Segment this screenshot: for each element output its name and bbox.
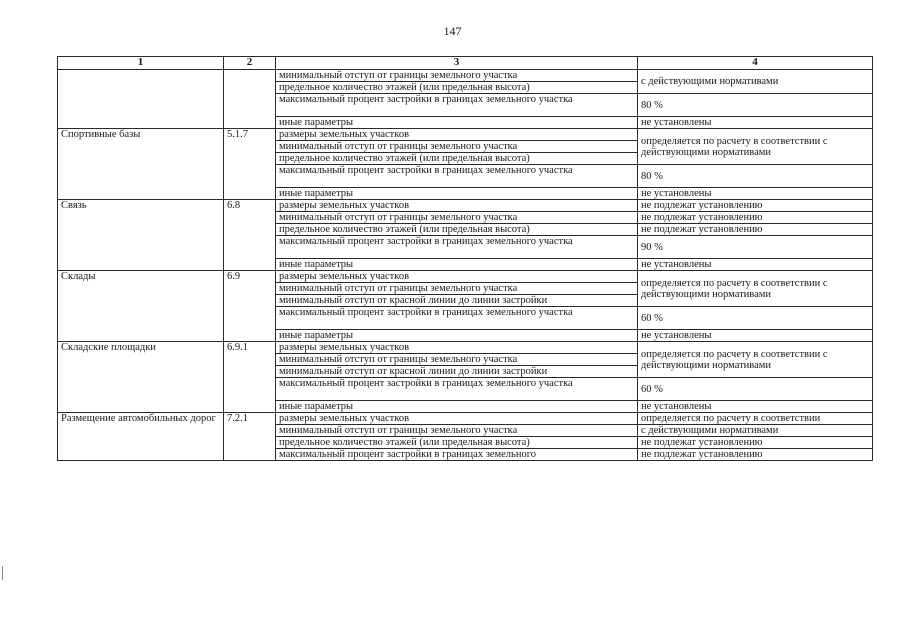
- page-number: 147: [443, 24, 462, 38]
- header-col-2: 2: [224, 57, 276, 70]
- value-cell: 60 %: [638, 378, 873, 401]
- land-use-name-cell: Связь: [58, 200, 224, 271]
- parameter-cell: максимальный процент застройки в границах земельного участка: [276, 378, 638, 401]
- value-cell: не установлены: [638, 330, 873, 342]
- parameter-cell: максимальный процент застройки в границах земельного участка: [276, 94, 638, 117]
- parameter-cell: минимальный отступ от границы земельного участка: [276, 425, 638, 437]
- parameter-cell: максимальный процент застройки в границах земельного участка: [276, 236, 638, 259]
- parameter-cell: предельное количество этажей (или предельная высота): [276, 82, 638, 94]
- parameter-cell: иные параметры: [276, 188, 638, 200]
- parameter-cell: минимальный отступ от границы земельного участка: [276, 70, 638, 82]
- value-cell: с действующими нормативами: [638, 425, 873, 437]
- value-cell: 80 %: [638, 165, 873, 188]
- parameter-cell: минимальный отступ от границы земельного участка: [276, 212, 638, 224]
- parameter-cell: размеры земельных участков: [276, 129, 638, 141]
- value-cell: не установлены: [638, 188, 873, 200]
- parameter-cell: размеры земельных участков: [276, 271, 638, 283]
- land-use-name-cell: Склады: [58, 271, 224, 342]
- value-cell: не подлежат установлению: [638, 449, 873, 461]
- land-use-name-cell: Размещение автомобильных дорог: [58, 413, 224, 461]
- parameter-cell: минимальный отступ от границы земельного участка: [276, 141, 638, 153]
- value-cell: 80 %: [638, 94, 873, 117]
- land-use-code-cell: 5.1.7: [224, 129, 276, 200]
- parameter-cell: максимальный процент застройки в границах земельного участка: [276, 165, 638, 188]
- table-header-row: [58, 57, 873, 70]
- parameter-cell: иные параметры: [276, 259, 638, 271]
- land-use-code-cell: 6.9.1: [224, 342, 276, 413]
- land-use-name-cell: Складские площадки: [58, 342, 224, 413]
- land-use-code-cell: [224, 70, 276, 129]
- table-row: [58, 70, 873, 82]
- land-use-name-cell: [58, 70, 224, 129]
- parameter-cell: предельное количество этажей (или предельная высота): [276, 224, 638, 236]
- value-cell: не установлены: [638, 117, 873, 129]
- parameter-cell: размеры земельных участков: [276, 200, 638, 212]
- parameter-cell: иные параметры: [276, 330, 638, 342]
- value-cell: 90 %: [638, 236, 873, 259]
- value-cell: с действующими нормативами: [638, 70, 873, 94]
- value-cell: определяется по расчету в соответствии с действующими нормативами: [638, 129, 873, 165]
- value-cell: не подлежат установлению: [638, 200, 873, 212]
- value-cell: определяется по расчету в соответствии с действующими нормативами: [638, 342, 873, 378]
- margin-mark: [2, 566, 3, 580]
- parameter-cell: предельное количество этажей (или предельная высота): [276, 153, 638, 165]
- parameter-cell: минимальный отступ от границы земельного участка: [276, 354, 638, 366]
- table-row: [58, 200, 873, 212]
- parameter-cell: минимальный отступ от красной линии до линии застройки: [276, 366, 638, 378]
- regulations-table: [57, 56, 873, 461]
- parameter-cell: предельное количество этажей (или предельная высота): [276, 437, 638, 449]
- parameter-cell: размеры земельных участков: [276, 342, 638, 354]
- header-col-1: 1: [58, 57, 224, 70]
- table-row: [58, 271, 873, 283]
- land-use-name-cell: Спортивные базы: [58, 129, 224, 200]
- parameter-cell: иные параметры: [276, 117, 638, 129]
- parameter-cell: максимальный процент застройки в границах земельного участка: [276, 307, 638, 330]
- value-cell: не установлены: [638, 259, 873, 271]
- header-col-4: 4: [638, 57, 873, 70]
- parameter-cell: иные параметры: [276, 401, 638, 413]
- value-cell: 60 %: [638, 307, 873, 330]
- table-row: [58, 129, 873, 141]
- parameter-cell: минимальный отступ от границы земельного участка: [276, 283, 638, 295]
- table-row: [58, 342, 873, 354]
- land-use-code-cell: 6.9: [224, 271, 276, 342]
- value-cell: определяется по расчету в соответствии с действующими нормативами: [638, 271, 873, 307]
- table-row: [58, 413, 873, 425]
- parameter-cell: размеры земельных участков: [276, 413, 638, 425]
- parameter-cell: минимальный отступ от красной линии до линии застройки: [276, 295, 638, 307]
- value-cell: определяется по расчету в соответствии: [638, 413, 873, 425]
- value-cell: не подлежат установлению: [638, 212, 873, 224]
- value-cell: не установлены: [638, 401, 873, 413]
- parameter-cell: максимальный процент застройки в границах земельного: [276, 449, 638, 461]
- land-use-code-cell: 7.2.1: [224, 413, 276, 461]
- land-use-code-cell: 6.8: [224, 200, 276, 271]
- value-cell: не подлежат установлению: [638, 224, 873, 236]
- header-col-3: 3: [276, 57, 638, 70]
- value-cell: не подлежат установлению: [638, 437, 873, 449]
